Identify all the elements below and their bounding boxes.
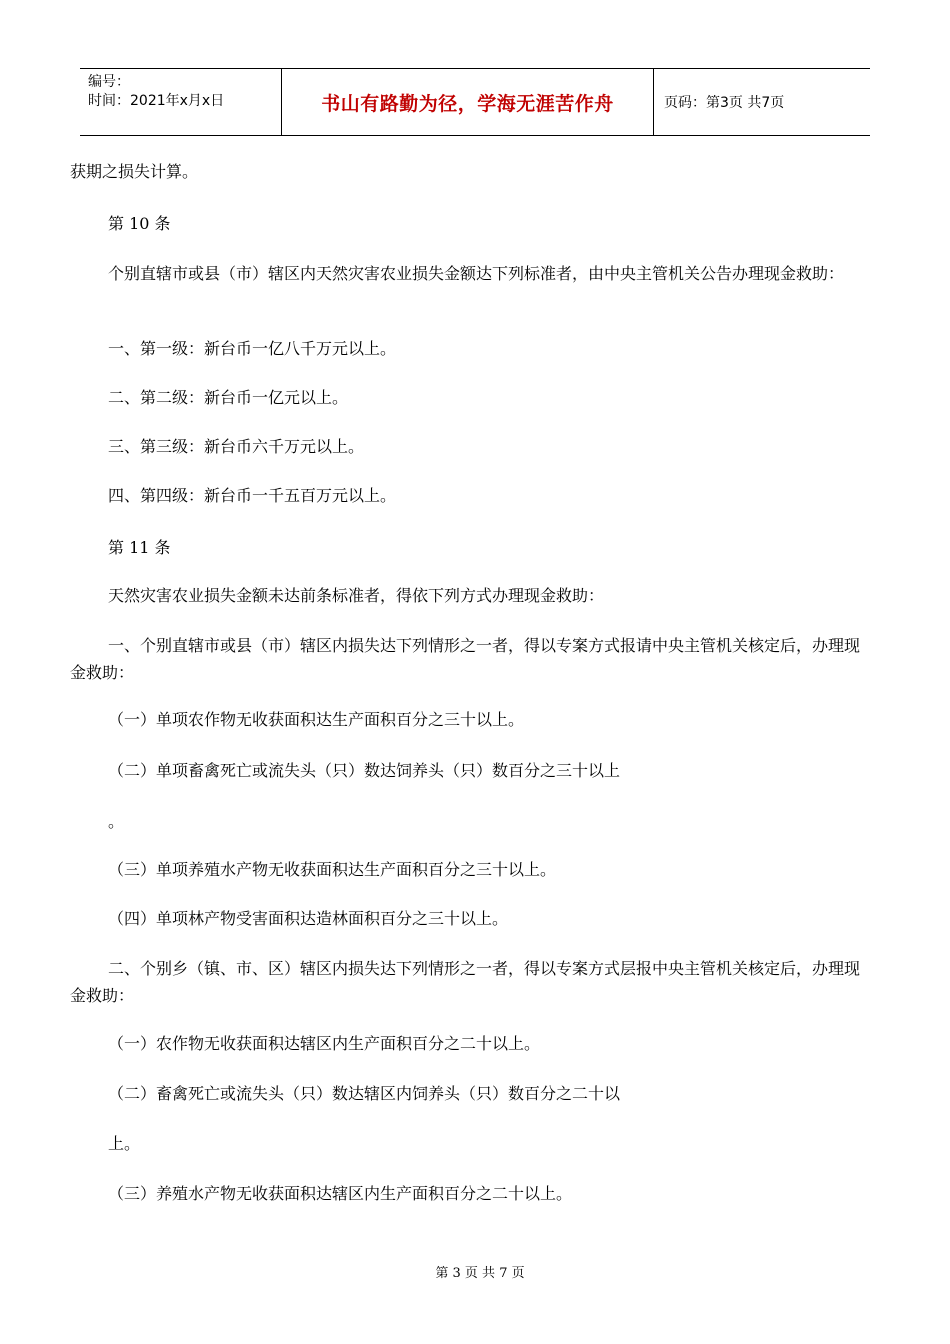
list-item: （三）养殖水产物无收获面积达辖区内生产面积百分之二十以上。 bbox=[108, 1184, 573, 1203]
number-label: 编号： bbox=[88, 74, 130, 90]
article-heading: 第 10 条 bbox=[108, 214, 171, 233]
article-heading: 第 11 条 bbox=[108, 538, 171, 557]
paragraph: 二、个别乡（镇、市、区）辖区内损失达下列情形之一者，得以专案方式层报中央主管机关核定后，办理现金救助： bbox=[70, 959, 861, 1005]
paragraph: 天然灾害农业损失金额未达前条标准者，得依下列方式办理现金救助： bbox=[108, 586, 605, 605]
list-item: （一）农作物无收获面积达辖区内生产面积百分之二十以上。 bbox=[108, 1034, 541, 1053]
list-item: （二）畜禽死亡或流失头（只）数达辖区内饲养头（只）数百分之二十以 bbox=[108, 1084, 621, 1103]
list-item: （二）单项畜禽死亡或流失头（只）数达饲养头（只）数百分之三十以上 bbox=[108, 761, 621, 780]
header-page-info: 页码：第3页 共7页 bbox=[664, 95, 785, 111]
time-label: 时间：2021年x月x日 bbox=[88, 93, 225, 109]
list-item: 二、第二级：新台币一亿元以上。 bbox=[108, 388, 349, 407]
paragraph: 获期之损失计算。 bbox=[70, 162, 199, 181]
list-item: 一、第一级：新台币一亿八千万元以上。 bbox=[108, 339, 397, 358]
list-item: 三、第三级：新台币六千万元以上。 bbox=[108, 437, 365, 456]
header-motto: 书山有路勤为径，学海无涯苦作舟 bbox=[282, 69, 654, 135]
list-item-continuation: 上。 bbox=[108, 1134, 141, 1153]
list-item: （三）单项养殖水产物无收获面积达生产面积百分之三十以上。 bbox=[108, 860, 557, 879]
list-item: 四、第四级：新台币一千五百万元以上。 bbox=[108, 486, 397, 505]
paragraph: 一、个别直辖市或县（市）辖区内损失达下列情形之一者，得以专案方式报请中央主管机关核定后，办理现金救助： bbox=[70, 636, 861, 682]
header-meta bbox=[80, 69, 282, 135]
list-item: （四）单项林产物受害面积达造林面积百分之三十以上。 bbox=[108, 909, 509, 928]
page-footer: 第 3 页 共 7 页 bbox=[435, 1266, 525, 1281]
list-item: （一）单项农作物无收获面积达生产面积百分之三十以上。 bbox=[108, 710, 525, 729]
paragraph: 个别直辖市或县（市）辖区内天然灾害农业损失金额达下列标准者，由中央主管机关公告办理现金救助： bbox=[108, 264, 845, 283]
page-header bbox=[80, 68, 870, 136]
list-item-continuation: 。 bbox=[108, 812, 125, 831]
